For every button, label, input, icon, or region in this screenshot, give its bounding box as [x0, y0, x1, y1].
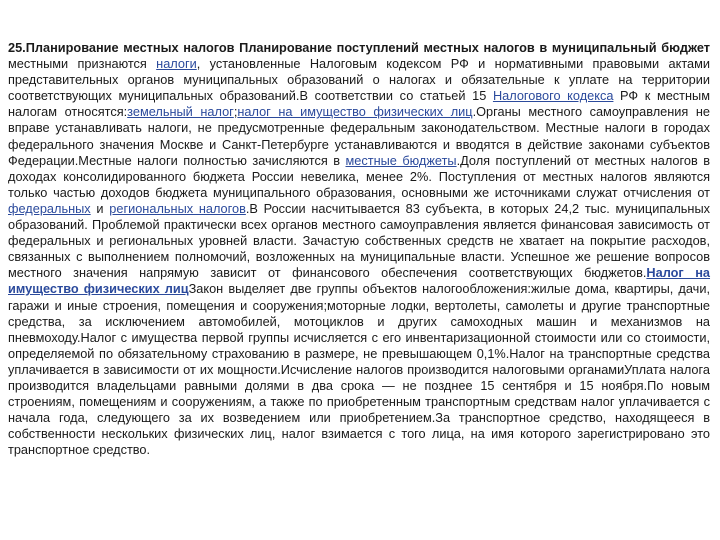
text-segment: ; — [233, 104, 238, 120]
link-property-tax[interactable]: налог на имущество физических лиц — [237, 104, 473, 120]
link-regional-taxes[interactable]: региональных налогов — [109, 200, 246, 216]
text-segment: .В России насчитывается 83 субъекта, в которых 24,2 тыс. муниципальных образований. Проблемой практически всех органов местного самоуправления является финансовая зависимость от федеральных и региональных уровней власти. Зачастую собственных средств не хватает на покрытие расходов, связанных с выполнением полномочий, возложенных на муниципальные власти. Успешное же решение вопросов местного значения напрямую зависит от финансового обеспечения соответствующих бюджетов. — [8, 200, 710, 281]
document-body — [8, 40, 710, 458]
text-segment: РФ к местным налогам относятся: — [8, 88, 710, 120]
text-segment: Закон выделяет две группы объектов налогообложения:жилые дома, квартиры, дачи, гаражи и иные строения, помещения и сооружения;моторные лодки, вертолеты, самолеты и другие транспортные средства, за исключением автомобилей, мотоциклов и других самоходных машин и механизмов на пневмоходу.Налог с имущества первой группы исчисляется с его инвентаризационной стоимости или со стоимости, определяемой по обязательному страхованию в размере, не превышающем 0,1%.Налог на транспортные средства уплачивается в зависимости от их мощности.Исчисление налогов производится налоговыми органамиУплата налога производится владельцами равными долями в два срока — не позднее 15 сентября и 15 ноября.По новым строениям, помещениям и сооружениям, а также по приобретенным транспортным средствам налог уплачивается с начала года, следующего за их возведением или приобретением.За транспортное средство, находящееся в собственности нескольких физических лиц, налог взимается с того лица, на имя которого зарегистрировано это транспортное средство. — [8, 281, 710, 458]
document-heading: 25.Планирование местных налогов Планирование поступлений местных налогов в муниципальный бюджет — [8, 40, 710, 55]
link-land-tax[interactable]: земельный налог — [127, 104, 234, 120]
text-segment: , установленные Налоговым кодексом РФ и нормативными правовыми актами представительных органов муниципальных образований о налогах и обязательные к уплате на территории соответствующих муниципальных образований.В соответствии со статьей 15 — [8, 56, 710, 104]
text-segment: .Доля поступлений от местных налогов в доходах консолидированного бюджета России невелика, менее 2%. Поступления от местных налогов являются только частью доходов бюджета муниципального образования, основными же источниками служат отчисления от — [8, 152, 710, 200]
link-tax-code[interactable]: Налогового кодекса — [492, 88, 614, 104]
text-segment: .Органы местного самоуправления не вправе устанавливать налоги, не предусмотренные федеральным законодательством. Местные налоги в городах федерального значения Москве и Санкт-Петербурге устанавливаются и вводятся в действие законами субъектов Федерации.Местные налоги полностью зачисляются в — [8, 104, 710, 168]
text-segment: и — [90, 200, 110, 216]
link-federal[interactable]: федеральных — [8, 200, 91, 216]
link-property-tax-heading[interactable]: Налог на имущество физических лиц — [8, 265, 711, 297]
link-nalogi[interactable]: налоги — [156, 56, 197, 72]
link-local-budgets[interactable]: местные бюджеты — [345, 152, 457, 168]
text-segment: местными признаются — [8, 56, 157, 72]
